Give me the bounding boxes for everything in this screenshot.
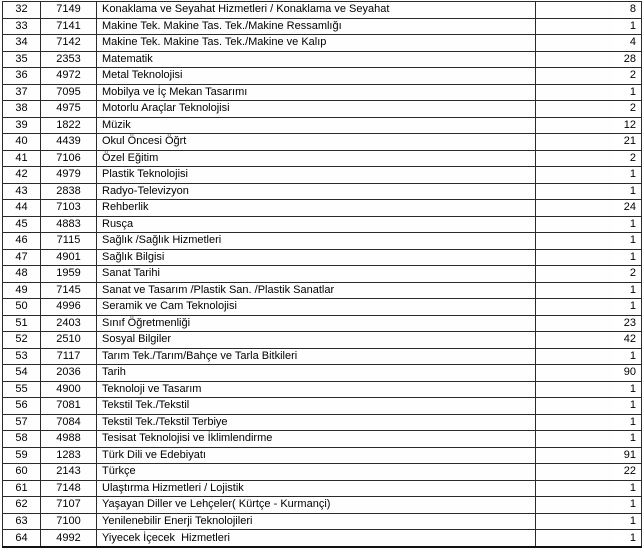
cell-count: 1 — [536, 216, 642, 233]
cell-branch-name: Makine Tek. Makine Tas. Tek./Makine ve Kalıp — [97, 35, 536, 52]
cell-branch-code: 7117 — [41, 348, 97, 365]
table-row — [3, 530, 642, 548]
cell-branch-code: 4975 — [41, 101, 97, 118]
cell-count: 1 — [536, 348, 642, 365]
table-row — [3, 68, 642, 85]
cell-branch-code: 7141 — [41, 18, 97, 35]
table-row — [3, 18, 642, 35]
cell-row-number: 44 — [3, 200, 41, 217]
cell-branch-code: 2353 — [41, 51, 97, 68]
cell-count: 1 — [536, 233, 642, 250]
cell-branch-code: 2036 — [41, 365, 97, 382]
cell-row-number: 59 — [3, 447, 41, 464]
table-row — [3, 233, 642, 250]
cell-branch-name: Yiyecek İçecek Hizmetleri — [97, 530, 536, 548]
table-row — [3, 282, 642, 299]
cell-row-number: 42 — [3, 167, 41, 184]
table-row — [3, 480, 642, 497]
cell-row-number: 53 — [3, 348, 41, 365]
cell-count: 91 — [536, 447, 642, 464]
cell-row-number: 48 — [3, 266, 41, 283]
table-row — [3, 150, 642, 167]
cell-branch-code: 4900 — [41, 381, 97, 398]
table-row — [3, 200, 642, 217]
cell-count: 1 — [536, 167, 642, 184]
table-row — [3, 381, 642, 398]
cell-branch-name: Tekstil Tek./Tekstil — [97, 398, 536, 415]
cell-branch-name: Özel Eğitim — [97, 150, 536, 167]
cell-row-number: 32 — [3, 2, 41, 19]
cell-branch-name: Tekstil Tek./Tekstil Terbiye — [97, 414, 536, 431]
cell-branch-name: Radyo-Televizyon — [97, 183, 536, 200]
cell-row-number: 64 — [3, 530, 41, 548]
cell-branch-code: 1822 — [41, 117, 97, 134]
table-row — [3, 216, 642, 233]
cell-row-number: 33 — [3, 18, 41, 35]
cell-row-number: 50 — [3, 299, 41, 316]
cell-branch-name: Müzik — [97, 117, 536, 134]
cell-count: 1 — [536, 431, 642, 448]
cell-branch-code: 1283 — [41, 447, 97, 464]
cell-branch-name: Okul Öncesi Öğrt — [97, 134, 536, 151]
cell-count: 1 — [536, 497, 642, 514]
table-row — [3, 365, 642, 382]
table-row — [3, 183, 642, 200]
table-row — [3, 513, 642, 530]
cell-branch-code: 4992 — [41, 530, 97, 548]
cell-branch-name: Sınıf Öğretmenliği — [97, 315, 536, 332]
table-row — [3, 299, 642, 316]
cell-branch-name: Rusça — [97, 216, 536, 233]
cell-branch-name: Rehberlik — [97, 200, 536, 217]
cell-branch-code: 7100 — [41, 513, 97, 530]
cell-branch-name: Motorlu Araçlar Teknolojisi — [97, 101, 536, 118]
cell-branch-name: Teknoloji ve Tasarım — [97, 381, 536, 398]
cell-count: 1 — [536, 299, 642, 316]
table-row — [3, 332, 642, 349]
cell-count: 22 — [536, 464, 642, 481]
cell-count: 2 — [536, 266, 642, 283]
cell-branch-name: Türkçe — [97, 464, 536, 481]
cell-count: 8 — [536, 2, 642, 19]
cell-row-number: 40 — [3, 134, 41, 151]
cell-branch-code: 4901 — [41, 249, 97, 266]
table-row — [3, 497, 642, 514]
table-row — [3, 117, 642, 134]
cell-row-number: 56 — [3, 398, 41, 415]
cell-branch-name: Metal Teknolojisi — [97, 68, 536, 85]
cell-branch-code: 7149 — [41, 2, 97, 19]
cell-branch-name: Makine Tek. Makine Tas. Tek./Makine Ressamlığı — [97, 18, 536, 35]
cell-row-number: 36 — [3, 68, 41, 85]
cell-branch-code: 4988 — [41, 431, 97, 448]
cell-branch-code: 4972 — [41, 68, 97, 85]
cell-row-number: 46 — [3, 233, 41, 250]
table-row — [3, 414, 642, 431]
cell-count: 28 — [536, 51, 642, 68]
cell-branch-code: 7084 — [41, 414, 97, 431]
table-row — [3, 447, 642, 464]
cell-branch-code: 7095 — [41, 84, 97, 101]
cell-row-number: 58 — [3, 431, 41, 448]
cell-branch-name: Sağlık Bilgisi — [97, 249, 536, 266]
table-row — [3, 348, 642, 365]
branch-count-table-body — [3, 2, 642, 548]
cell-row-number: 39 — [3, 117, 41, 134]
cell-branch-name: Mobilya ve İç Mekan Tasarımı — [97, 84, 536, 101]
cell-count: 2 — [536, 150, 642, 167]
table-row — [3, 101, 642, 118]
cell-row-number: 52 — [3, 332, 41, 349]
cell-row-number: 45 — [3, 216, 41, 233]
cell-branch-name: Matematik — [97, 51, 536, 68]
cell-branch-code: 4439 — [41, 134, 97, 151]
cell-branch-name: Sosyal Bilgiler — [97, 332, 536, 349]
cell-row-number: 57 — [3, 414, 41, 431]
cell-count: 1 — [536, 381, 642, 398]
cell-row-number: 49 — [3, 282, 41, 299]
cell-branch-code: 2403 — [41, 315, 97, 332]
cell-count: 4 — [536, 35, 642, 52]
cell-branch-code: 7115 — [41, 233, 97, 250]
cell-count: 1 — [536, 414, 642, 431]
cell-branch-name: Ulaştırma Hizmetleri / Lojistik — [97, 480, 536, 497]
cell-branch-code: 7145 — [41, 282, 97, 299]
cell-branch-code: 2510 — [41, 332, 97, 349]
table-row — [3, 249, 642, 266]
cell-count: 12 — [536, 117, 642, 134]
cell-branch-code: 7107 — [41, 497, 97, 514]
cell-row-number: 54 — [3, 365, 41, 382]
cell-count: 1 — [536, 249, 642, 266]
table-row — [3, 431, 642, 448]
cell-row-number: 38 — [3, 101, 41, 118]
cell-branch-name: Seramik ve Cam Teknolojisi — [97, 299, 536, 316]
table-row — [3, 2, 642, 19]
cell-branch-code: 7142 — [41, 35, 97, 52]
cell-count: 1 — [536, 398, 642, 415]
cell-branch-name: Tesisat Teknolojisi ve İklimlendirme — [97, 431, 536, 448]
cell-branch-name: Konaklama ve Seyahat Hizmetleri / Konaklama ve Seyahat — [97, 2, 536, 19]
branch-count-table — [2, 1, 642, 548]
cell-branch-code: 7081 — [41, 398, 97, 415]
cell-branch-code: 2143 — [41, 464, 97, 481]
cell-count: 1 — [536, 84, 642, 101]
cell-count: 1 — [536, 183, 642, 200]
cell-count: 1 — [536, 18, 642, 35]
cell-branch-name: Tarih — [97, 365, 536, 382]
cell-row-number: 60 — [3, 464, 41, 481]
cell-branch-name: Yaşayan Diller ve Lehçeler( Kürtçe - Kurmançi) — [97, 497, 536, 514]
cell-count: 90 — [536, 365, 642, 382]
cell-row-number: 41 — [3, 150, 41, 167]
cell-count: 2 — [536, 68, 642, 85]
table-row — [3, 315, 642, 332]
cell-count: 2 — [536, 101, 642, 118]
cell-row-number: 51 — [3, 315, 41, 332]
cell-count: 1 — [536, 480, 642, 497]
table-row — [3, 266, 642, 283]
cell-row-number: 35 — [3, 51, 41, 68]
table-row — [3, 464, 642, 481]
cell-count: 21 — [536, 134, 642, 151]
cell-branch-code: 1959 — [41, 266, 97, 283]
table-row — [3, 35, 642, 52]
cell-row-number: 62 — [3, 497, 41, 514]
cell-branch-code: 7103 — [41, 200, 97, 217]
cell-branch-code: 2838 — [41, 183, 97, 200]
table-row — [3, 398, 642, 415]
cell-branch-name: Sanat ve Tasarım /Plastik San. /Plastik Sanatlar — [97, 282, 536, 299]
cell-branch-code: 7106 — [41, 150, 97, 167]
cell-row-number: 55 — [3, 381, 41, 398]
cell-branch-name: Sanat Tarihi — [97, 266, 536, 283]
table-row — [3, 134, 642, 151]
cell-branch-name: Yenilenebilir Enerji Teknolojileri — [97, 513, 536, 530]
cell-branch-code: 4883 — [41, 216, 97, 233]
cell-branch-name: Tarım Tek./Tarım/Bahçe ve Tarla Bitkileri — [97, 348, 536, 365]
cell-branch-code: 4996 — [41, 299, 97, 316]
cell-row-number: 37 — [3, 84, 41, 101]
table-row — [3, 51, 642, 68]
cell-branch-name: Türk Dili ve Edebiyatı — [97, 447, 536, 464]
cell-row-number: 47 — [3, 249, 41, 266]
cell-row-number: 63 — [3, 513, 41, 530]
cell-count: 1 — [536, 513, 642, 530]
cell-branch-name: Sağlık /Sağlık Hizmetleri — [97, 233, 536, 250]
cell-count: 23 — [536, 315, 642, 332]
cell-count: 24 — [536, 200, 642, 217]
cell-row-number: 43 — [3, 183, 41, 200]
cell-count: 1 — [536, 282, 642, 299]
cell-branch-code: 7148 — [41, 480, 97, 497]
table-row — [3, 84, 642, 101]
cell-branch-name: Plastik Teknolojisi — [97, 167, 536, 184]
cell-branch-code: 4979 — [41, 167, 97, 184]
cell-count: 42 — [536, 332, 642, 349]
cell-row-number: 34 — [3, 35, 41, 52]
table-row — [3, 167, 642, 184]
cell-count: 1 — [536, 530, 642, 548]
cell-row-number: 61 — [3, 480, 41, 497]
